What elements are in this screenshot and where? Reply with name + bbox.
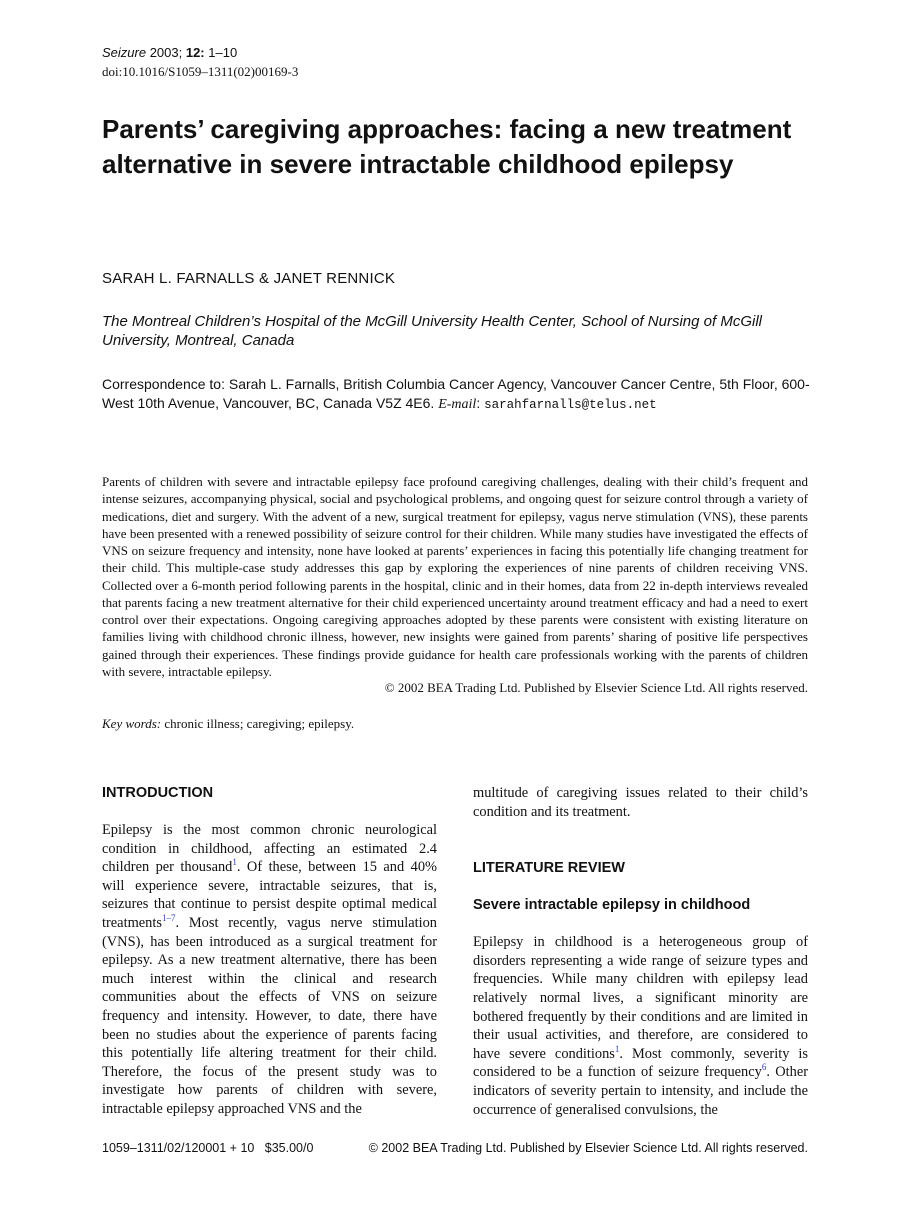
introduction-paragraph [102, 821, 437, 1119]
citation-link[interactable]: 6 [761, 1062, 767, 1073]
right-column [473, 784, 808, 1119]
email-label: E-mail [438, 396, 477, 412]
intro-text-2: . Of these, between 15 and 40% will experience severe, intractable seizures, that is, seizures that continue to persist despite optimal medical treatments [102, 859, 438, 931]
affiliation: The Montreal Children’s Hospital of the McGill University Health Center, School of Nursing of McGill University, Montreal, Canada [102, 313, 762, 349]
citation-link[interactable]: 1 [614, 1043, 620, 1054]
correspondence-text: Correspondence to: Sarah L. Farnalls, British Columbia Cancer Agency, Vancouver Cancer Centre, 5th Floor, 600-West 10th Avenue, Vancouver, BC, Canada V5Z 4E6. [102, 376, 810, 411]
lit-text-3: . Other indicators of severity pertain to intensity, and include the occurrence of generalised convulsions, the [473, 1064, 808, 1118]
keywords [102, 715, 354, 732]
keywords-label: Key words: [102, 716, 162, 731]
literature-paragraph [473, 933, 808, 1119]
abstract: Parents of children with severe and intractable epilepsy face profound caregiving challenges, dealing with their child’s frequent and intense seizures, accompanying physical, social and psychological problems, and ongoing quest for seizure control through a variety of medications, diet and surgery. With the advent of a new, surgical treatment for epilepsy, vagus nerve stimulation (VNS), these parents have been presented with a renewed possibility of seizure control for their children. While many studies have investigated the effects of VNS on seizure frequency and intensity, none have looked at parents’ experiences in facing this potentially life changing treatment for their child. This multiple-case study addresses this gap by exploring the experiences of nine parents of children receiving VNS. Collected over a 6-month period following parents in the hospital, clinic and in their homes, data from 22 in-depth interviews revealed that parents facing a new treatment alternative for their child experienced uncertainty around treatment efficacy and had a need to exert control over their expectations. Ongoing caregiving approaches adopted by these parents were consistent with existing literature on families living with childhood chronic illness, however, new insights were gained from parents’ sharing of positive life perspectives gained through their experiences. These findings provide guidance for health care professionals working with the parents of children with severe, intractable epilepsy. [102, 474, 808, 679]
lit-text-1: Epilepsy in childhood is a heterogeneous group of disorders representing a wide range of seizure types and frequencies. While many children with epilepsy lead relatively normal lives, a significant minority are bothered frequently by their conditions and are limited in their usual activities, and therefore, are considered to have severe conditions [473, 934, 808, 1062]
intro-text-3: . Most recently, vagus nerve stimulation (VNS), has been introduced as a surgical treatment for epilepsy. As a new treatment alternative, there has been much interest within the clinical and research communities about the effects of VNS on seizure frequency and intensity. However, to date, there have been no studies about the experience of parents facing this potentially life altering treatment for their child. Therefore, the focus of the present study was to investigate how parents of children with severe, intractable epilepsy approached VNS and the [102, 914, 437, 1117]
keywords-text: chronic illness; caregiving; epilepsy. [161, 716, 355, 731]
email-link[interactable]: sarahfarnalls@telus.net [484, 397, 657, 412]
doi: doi:10.1016/S1059–1311(02)00169-3 [102, 64, 299, 79]
article-title: Parents’ caregiving approaches: facing a new treatment alternative in severe intractable childhood epilepsy [102, 114, 792, 179]
journal-name: Seizure [102, 45, 147, 60]
literature-review-heading: LITERATURE REVIEW [473, 860, 625, 877]
intro-text-1: Epilepsy is the most common chronic neurological condition in childhood, affecting an estimated 2.4 children per thousand [102, 822, 437, 876]
abstract-copyright: © 2002 BEA Trading Ltd. Published by Elsevier Science Ltd. All rights reserved. [384, 680, 808, 695]
citation-link[interactable]: 1 [232, 857, 237, 868]
literature-subheading: Severe intractable epilepsy in childhood [473, 897, 751, 914]
footer-issn: 1059–1311/02/120001 + 10 $35.00/0 [102, 1141, 314, 1155]
journal-volume: 12: [185, 45, 205, 60]
left-column [102, 784, 437, 1119]
journal-pages: 1–10 [204, 45, 238, 60]
lit-text-2: . Most commonly, severity is considered to be a function of seizure frequency [473, 1045, 808, 1081]
introduction-heading: INTRODUCTION [102, 785, 214, 801]
footer-copyright: © 2002 BEA Trading Ltd. Published by Elsevier Science Ltd. All rights reserved. [368, 1141, 808, 1155]
introduction-continuation: multitude of caregiving issues related to their child’s condition and its treatment. [473, 785, 808, 820]
journal-citation [102, 44, 237, 62]
authors: SARAH L. FARNALLS & JANET RENNICK [102, 270, 396, 287]
email-separator: : [476, 394, 485, 411]
citation-link[interactable]: 1–7 [161, 913, 176, 924]
correspondence [102, 375, 812, 414]
journal-year: 2003; [146, 45, 186, 60]
